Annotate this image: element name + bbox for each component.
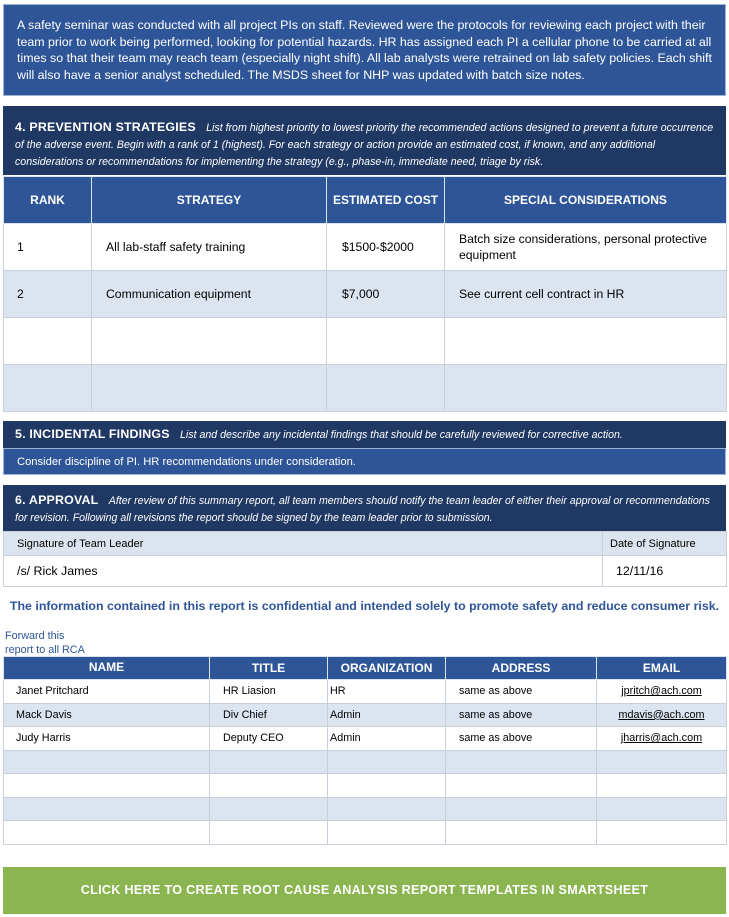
cost-header: ESTIMATED COST [327, 177, 445, 224]
contact-organization[interactable] [328, 750, 446, 774]
title-header: TITLE [210, 657, 328, 680]
confidential-notice: The information contained in this report is confidential and intended solely to promote safety and reduce consumer risk. [9, 599, 720, 613]
email-link[interactable]: jharris@ach.com [620, 732, 703, 745]
table-row [4, 821, 727, 845]
prevention-table [3, 176, 727, 412]
special-cell[interactable]: See current cell contract in HR [445, 271, 727, 318]
contact-organization[interactable]: Admin [328, 727, 446, 751]
contact-title[interactable] [210, 750, 328, 774]
incidental-text: Consider discipline of PI. HR recommendations under consideration. [17, 456, 356, 468]
table-row [4, 774, 727, 798]
contact-title[interactable]: Deputy CEO [210, 727, 328, 751]
table-row [4, 365, 727, 412]
rank-cell[interactable] [4, 365, 92, 412]
prevention-title: 4. PREVENTION STRATEGIES [15, 120, 196, 134]
signature-field[interactable]: /s/ Rick James [4, 556, 603, 587]
strategy-cell[interactable]: Communication equipment [92, 271, 327, 318]
summary-box [3, 4, 726, 96]
special-header: SPECIAL CONSIDERATIONS [445, 177, 727, 224]
incidental-instructions: List and describe any incidental findings that should be carefully reviewed for corrective action. [180, 429, 623, 441]
contact-address[interactable] [446, 821, 597, 845]
incidental-text-box[interactable] [3, 448, 726, 475]
contact-name[interactable] [4, 774, 210, 798]
contact-email[interactable] [597, 797, 727, 821]
contact-address[interactable]: same as above [446, 680, 597, 704]
prevention-instructions: List from highest priority to lowest priority the recommended actions designed to prevent a future occurrence of the adverse event. Begin with a rank of 1 (highest). For each strategy or action provide an estimated cost, if known, and any additional considerations or recommendations for implementing the strategy (e.g., phase-in, immediate need, triage by risk. [15, 122, 714, 168]
rank-cell[interactable] [4, 318, 92, 365]
contact-email[interactable] [597, 821, 727, 845]
contact-address[interactable]: same as above [446, 727, 597, 751]
rank-cell[interactable]: 1 [4, 224, 92, 271]
contact-name[interactable]: Janet Pritchard [4, 680, 210, 704]
approval-title: 6. APPROVAL [15, 493, 99, 507]
contact-email[interactable] [597, 703, 727, 727]
date-label: Date of Signature [603, 532, 727, 556]
contact-email[interactable] [597, 727, 727, 751]
cost-cell[interactable]: $7,000 [327, 271, 445, 318]
strategy-cell[interactable] [92, 365, 327, 412]
rank-header: RANK [4, 177, 92, 224]
strategy-cell[interactable]: All lab-staff safety training [92, 224, 327, 271]
cost-cell[interactable] [327, 365, 445, 412]
contact-name[interactable] [4, 821, 210, 845]
contact-email[interactable] [597, 774, 727, 798]
table-row [4, 750, 727, 774]
contact-address[interactable] [446, 797, 597, 821]
approval-table [3, 531, 727, 587]
contact-title[interactable] [210, 797, 328, 821]
cost-cell[interactable] [327, 318, 445, 365]
table-row [4, 271, 727, 318]
smartsheet-cta-button[interactable] [3, 867, 726, 914]
strategy-header: STRATEGY [92, 177, 327, 224]
contact-name[interactable]: Judy Harris [4, 727, 210, 751]
incidental-title: 5. INCIDENTAL FINDINGS [15, 427, 170, 441]
contact-organization[interactable] [328, 774, 446, 798]
strategy-cell[interactable] [92, 318, 327, 365]
contact-address[interactable]: same as above [446, 703, 597, 727]
contact-name[interactable] [4, 750, 210, 774]
cost-cell[interactable]: $1500-$2000 [327, 224, 445, 271]
contact-organization[interactable] [328, 821, 446, 845]
contact-address[interactable] [446, 774, 597, 798]
forward-note: Forward this report to all RCA [5, 630, 85, 656]
email-link[interactable]: jpritch@ach.com [621, 685, 702, 698]
rank-cell[interactable]: 2 [4, 271, 92, 318]
contact-organization[interactable]: HR [328, 680, 446, 704]
contact-email[interactable] [597, 680, 727, 704]
special-cell[interactable] [445, 318, 727, 365]
contact-name[interactable] [4, 797, 210, 821]
name-header: NAME [4, 657, 210, 680]
contact-title[interactable]: HR Liasion [210, 680, 328, 704]
special-cell[interactable]: Batch size considerations, personal protective equipment [445, 224, 727, 271]
contact-email[interactable] [597, 750, 727, 774]
email-header: EMAIL [597, 657, 727, 680]
table-row [4, 224, 727, 271]
contact-organization[interactable] [328, 797, 446, 821]
contact-title[interactable] [210, 821, 328, 845]
approval-instructions: After review of this summary report, all team members should notify the team leader of either their approval or recommendations for revision. Following all revisions the report should be signed by the team leader prior to submission. [15, 495, 710, 524]
address-header: ADDRESS [446, 657, 597, 680]
approval-header [3, 485, 726, 531]
table-row [4, 797, 727, 821]
incidental-header [3, 421, 726, 448]
contact-title[interactable]: Div Chief [210, 703, 328, 727]
date-field[interactable]: 12/11/16 [603, 556, 727, 587]
summary-text: A safety seminar was conducted with all project PIs on staff. Reviewed were the protocols for reviewing each project with their team prior to work being performed, looking for potential hazards. HR has assigned each PI a cellular phone to be carried at all times so that their team may reach team (especially night shift). All lab analysts were retrained on lab safety policies. Each shift will also have a senior analyst scheduled. The MSDS sheet for NHP was updated with batch size notes. [17, 18, 712, 82]
contact-address[interactable] [446, 750, 597, 774]
table-row [4, 318, 727, 365]
cta-label: CLICK HERE TO CREATE ROOT CAUSE ANALYSIS REPORT TEMPLATES IN SMARTSHEET [80, 883, 649, 897]
table-row [4, 703, 727, 727]
contact-title[interactable] [210, 774, 328, 798]
special-cell[interactable] [445, 365, 727, 412]
table-row [4, 680, 727, 704]
contact-name[interactable]: Mack Davis [4, 703, 210, 727]
contacts-table [3, 656, 727, 845]
organization-header: ORGANIZATION [328, 657, 446, 680]
email-link[interactable]: mdavis@ach.com [618, 708, 705, 721]
signature-label: Signature of Team Leader [4, 532, 603, 556]
table-row [4, 727, 727, 751]
contact-organization[interactable]: Admin [328, 703, 446, 727]
prevention-header [3, 106, 726, 175]
